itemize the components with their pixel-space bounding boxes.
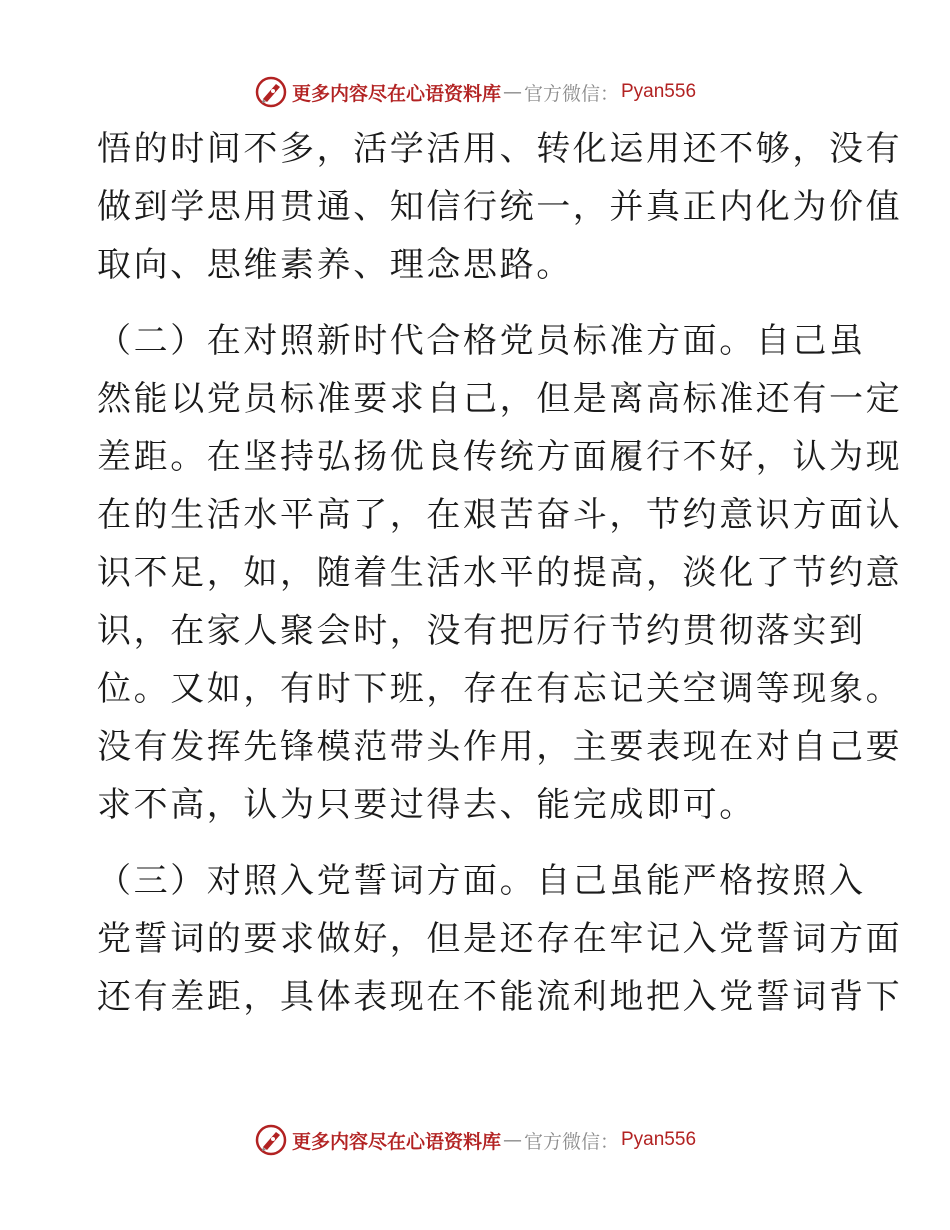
text-line: 差距。在坚持弘扬优良传统方面履行不好，认为现: [97, 437, 903, 477]
text-line: 识，在家人聚会时，没有把厉行节约贯彻落实到: [97, 611, 866, 651]
text-line: 党誓词的要求做好，但是还存在牢记入党誓词方面: [97, 919, 903, 959]
header-dash: —: [502, 81, 522, 103]
paragraph-1: [97, 120, 903, 294]
text-line: 位。又如，有时下班，存在有忘记关空调等现象。: [97, 669, 903, 709]
paragraph-2: [97, 312, 903, 834]
pen-logo-icon: [254, 1123, 288, 1157]
header-banner: [0, 72, 950, 112]
text-line: 求不高，认为只要过得去、能完成即可。: [97, 785, 756, 825]
text-line: 取向、思维素养、理念思路。: [97, 245, 573, 285]
text-line: 然能以党员标准要求自己，但是离高标准还有一定: [97, 379, 903, 419]
text-line: （三）对照入党誓词方面。自己虽能严格按照入: [97, 861, 866, 901]
document-body: [97, 120, 903, 1026]
text-line: 没有发挥先锋模范带头作用，主要表现在对自己要: [97, 727, 903, 767]
header-wechat-account: Pyan556: [621, 81, 697, 102]
text-line: 做到学思用贯通、知信行统一，并真正内化为价值: [97, 187, 903, 227]
footer-brand-text: 更多内容尽在心语资料库: [291, 1130, 501, 1153]
footer-banner: [0, 1120, 950, 1160]
text-line: 悟的时间不多，活学活用、转化运用还不够，没有: [97, 129, 903, 169]
text-line: 识不足，如，随着生活水平的提高，淡化了节约意: [97, 553, 903, 593]
text-line: （二）在对照新时代合格党员标准方面。自己虽: [97, 321, 866, 361]
paragraph-3: [97, 852, 903, 1026]
header-brand-text: 更多内容尽在心语资料库: [291, 82, 501, 105]
text-line: 还有差距，具体表现在不能流利地把入党誓词背下: [97, 977, 903, 1017]
footer-wechat-account: Pyan556: [621, 1129, 697, 1150]
footer-wechat-label: 官方微信：: [523, 1130, 619, 1153]
header-wechat-label: 官方微信：: [523, 82, 619, 105]
footer-dash: —: [502, 1129, 522, 1151]
pen-logo-icon: [254, 75, 288, 109]
text-line: 在的生活水平高了，在艰苦奋斗，节约意识方面认: [97, 495, 903, 535]
